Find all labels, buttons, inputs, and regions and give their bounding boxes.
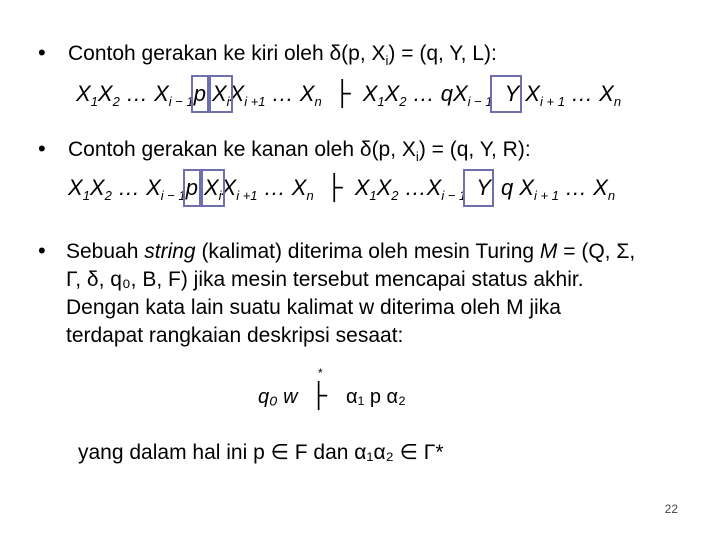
text-sub: i — [385, 53, 389, 68]
text-part: Contoh gerakan ke kiri oleh δ(p, X — [68, 42, 386, 65]
text-part: ) = (q, Y, L): — [388, 42, 497, 65]
text-italic: M — [539, 240, 558, 263]
bullet-text-left-move — [68, 42, 497, 66]
formula-lhs: q₀ w — [258, 386, 298, 408]
paragraph-line-4: terdapat rangkaian deskripsi sesaat: — [66, 324, 404, 347]
text-part: = (Q, Σ, — [557, 240, 636, 263]
formula-right-move: $X_1X_2$ … $X_{i - 1}p$ $X_iX_{i +1}$ … $X_n$ ├ $X_1X_2$ $\dots X_{i - 1}$ Y q $X_{i + 1}$ … $X_n$ — [68, 174, 616, 203]
paragraph-line-2: Γ, δ, q₀, B, F) jika mesin tersebut mencapai status akhir. — [66, 268, 584, 291]
text-part: ) = (q, Y, R): — [418, 138, 531, 161]
text-part: Contoh gerakan ke kanan oleh δ(p, X — [68, 138, 416, 161]
text-sub: i — [415, 149, 419, 164]
text-italic: string — [144, 240, 196, 263]
bullet-marker: • — [38, 238, 46, 263]
formula-star: * — [318, 366, 323, 380]
formula-rhs: α₁ p α₂ — [346, 386, 406, 408]
paragraph-line-1 — [66, 240, 635, 264]
page-number: 22 — [664, 502, 678, 516]
closing-text: yang dalam hal ini p ∈ F dan α₁α₂ ∈ Γ* — [78, 441, 444, 464]
paragraph-line-3: Dengan kata lain suatu kalimat w diterima oleh M jika — [66, 296, 561, 319]
formula-turnstile: ├ — [310, 382, 328, 409]
text-part: Sebuah — [66, 240, 145, 263]
text-part: (kalimat) diterima oleh mesin Turing — [195, 240, 540, 263]
bullet-marker: • — [38, 136, 46, 161]
formula-left-move: $X_1X_2$ … $X_{i - 1}p$ $X_iX_{i +1}$ … $X_n$ ├ $X_1X_2$ … $qX_{i - 1}$ Y $X_{i + 1}$ … $X_n$ — [76, 80, 622, 109]
bullet-marker: • — [38, 40, 46, 65]
bullet-text-right-move — [68, 138, 531, 162]
